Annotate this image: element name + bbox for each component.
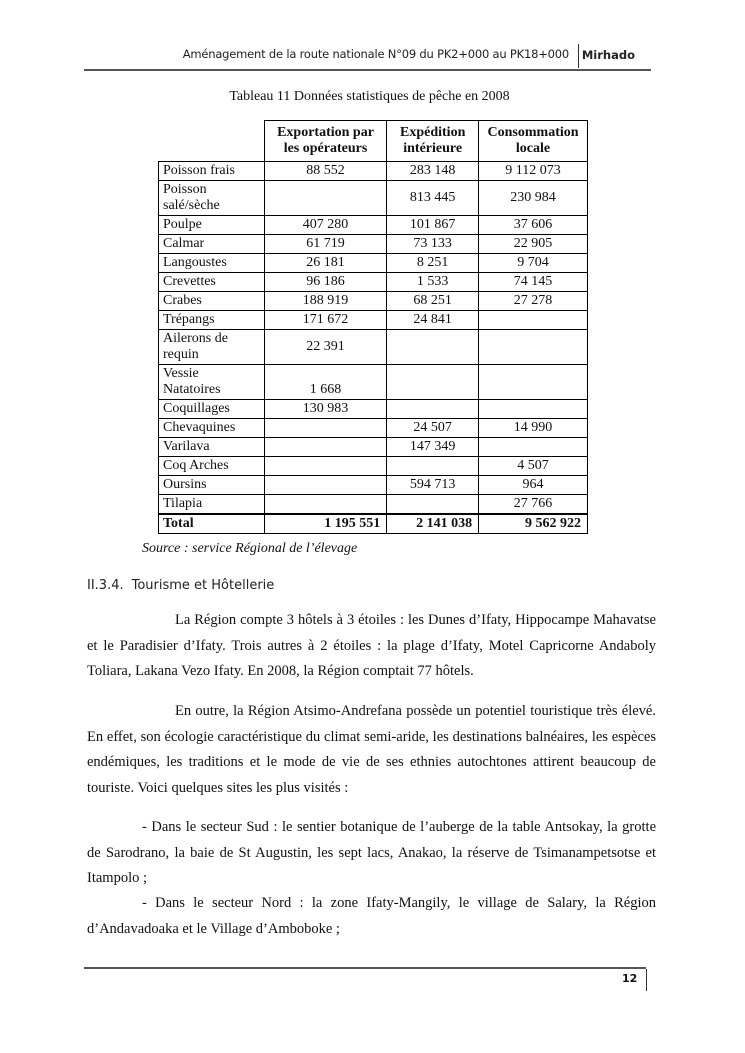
table-row (159, 216, 588, 235)
cell-expedition: 1 533 (387, 273, 479, 292)
table-row (159, 292, 588, 311)
table-row (159, 419, 588, 438)
paragraph-north-sector: - Dans le secteur Nord : la zone Ifaty-Mangily, le village de Salary, la Région d’Andavadoaka et le Village d’Amboboke ; (87, 895, 656, 937)
cell-consommation: 4 507 (479, 457, 588, 476)
cell-consommation: 964 (479, 476, 588, 495)
cell-export: 26 181 (264, 254, 387, 273)
cell-consommation: 74 145 (479, 273, 588, 292)
cell-expedition: 8 251 (387, 254, 479, 273)
cell-consommation (479, 311, 588, 330)
cell-consommation: 27 766 (479, 495, 588, 515)
cell-export (264, 476, 387, 495)
cell-export: 88 552 (264, 162, 387, 181)
table-row (159, 235, 588, 254)
row-label: Ailerons de requin (159, 330, 265, 365)
paragraph-south-sector: - Dans le secteur Sud : le sentier botanique de l’auberge de la table Antsokay, la grotte de Sarodrano, la baie de St Augustin, les sept lacs, Anakao, la réserve de Tsimanampetsotse et Itampolo ; (87, 819, 656, 886)
paragraph-tourism: En outre, la Région Atsimo-Andrefana possède un potentiel touristique très élevé. En effet, son écologie caractéristique du climat semi-aride, les destinations balnéaires, les espèces endémiques, les traditions et le mode de vie de ses ethnies autochtones attirent beaucoup de touriste. Voici quelques sites les plus visités : (87, 703, 656, 796)
row-label: Tilapia (159, 495, 265, 515)
column-header-export: Exportation par les opérateurs (264, 121, 387, 162)
cell-export (264, 181, 387, 216)
cell-consommation: 9 704 (479, 254, 588, 273)
cell-expedition (387, 330, 479, 365)
row-label: Varilava (159, 438, 265, 457)
cell-export: 407 280 (264, 216, 387, 235)
cell-expedition: 101 867 (387, 216, 479, 235)
row-label: Oursins (159, 476, 265, 495)
cell-expedition (387, 400, 479, 419)
total-consommation: 9 562 922 (479, 514, 588, 534)
table-row (159, 495, 588, 515)
cell-export (264, 419, 387, 438)
row-label: Langoustes (159, 254, 265, 273)
row-label: Coquillages (159, 400, 265, 419)
header-separator (578, 44, 579, 68)
table-row (159, 273, 588, 292)
row-label: Poulpe (159, 216, 265, 235)
row-label: Trépangs (159, 311, 265, 330)
row-label: Chevaquines (159, 419, 265, 438)
cell-expedition (387, 365, 479, 400)
cell-expedition: 283 148 (387, 162, 479, 181)
table-header-row (159, 121, 588, 162)
cell-export: 130 983 (264, 400, 387, 419)
footer-rule (84, 967, 646, 969)
cell-export (264, 495, 387, 515)
cell-expedition (387, 457, 479, 476)
fishing-statistics-table (158, 120, 588, 534)
cell-export: 171 672 (264, 311, 387, 330)
cell-expedition: 68 251 (387, 292, 479, 311)
table-row (159, 181, 588, 216)
cell-consommation: 27 278 (479, 292, 588, 311)
table-total-row (159, 514, 588, 534)
cell-export (264, 457, 387, 476)
section-number: II.3.4. (87, 578, 124, 593)
cell-consommation: 22 905 (479, 235, 588, 254)
section-heading (87, 578, 274, 593)
cell-expedition: 73 133 (387, 235, 479, 254)
table-source: Source : service Régional de l’élevage (142, 541, 358, 556)
table-row (159, 400, 588, 419)
row-label: Poisson frais (159, 162, 265, 181)
cell-export: 188 919 (264, 292, 387, 311)
page-number: 12 (622, 972, 638, 985)
header-org: Mirhado (581, 48, 635, 62)
cell-consommation (479, 400, 588, 419)
cell-expedition: 24 507 (387, 419, 479, 438)
table-row (159, 476, 588, 495)
cell-export: 96 186 (264, 273, 387, 292)
total-export: 1 195 551 (264, 514, 387, 534)
cell-export: 22 391 (264, 330, 387, 365)
table-row (159, 311, 588, 330)
cell-consommation: 37 606 (479, 216, 588, 235)
row-label: Crabes (159, 292, 265, 311)
cell-consommation: 9 112 073 (479, 162, 588, 181)
page-header (84, 44, 651, 72)
total-label: Total (159, 514, 265, 534)
header-blank-cell (159, 121, 265, 162)
section-title: Tourisme et Hôtellerie (131, 578, 275, 593)
cell-export (264, 438, 387, 457)
table-row (159, 457, 588, 476)
row-label: Calmar (159, 235, 265, 254)
table-caption: Tableau 11 Données statistiques de pêche en 2008 (229, 89, 510, 104)
footer-separator (646, 969, 647, 991)
cell-consommation (479, 330, 588, 365)
total-expedition: 2 141 038 (387, 514, 479, 534)
row-label: Vessie Natatoires (159, 365, 265, 400)
cell-expedition: 24 841 (387, 311, 479, 330)
table-row (159, 438, 588, 457)
column-header-consommation: Consommation locale (479, 121, 588, 162)
cell-export: 1 668 (264, 365, 387, 400)
cell-expedition: 813 445 (387, 181, 479, 216)
table-row (159, 254, 588, 273)
row-label: Coq Arches (159, 457, 265, 476)
row-label: Crevettes (159, 273, 265, 292)
header-title: Aménagement de la route nationale N°09 du PK2+000 au PK18+000 (182, 47, 569, 61)
table-row (159, 365, 588, 400)
column-header-expedition: Expédition intérieure (387, 121, 479, 162)
cell-consommation: 14 990 (479, 419, 588, 438)
row-label: Poisson salé/sèche (159, 181, 265, 216)
table-row (159, 330, 588, 365)
cell-export: 61 719 (264, 235, 387, 254)
cell-expedition (387, 495, 479, 515)
header-rule (84, 69, 651, 71)
cell-consommation (479, 438, 588, 457)
cell-consommation (479, 365, 588, 400)
cell-expedition: 594 713 (387, 476, 479, 495)
table-row (159, 162, 588, 181)
cell-consommation: 230 984 (479, 181, 588, 216)
cell-expedition: 147 349 (387, 438, 479, 457)
paragraph-hotels: La Région compte 3 hôtels à 3 étoiles : les Dunes d’Ifaty, Hippocampe Mahavatse et le Paradisier d’Ifaty. Trois autres à 2 étoiles : la plage d’Ifaty, Motel Capricorne Andaboly Toliara, Lakana Vezo Ifaty. En 2008, la Région comptait 77 hôtels. (87, 612, 656, 679)
